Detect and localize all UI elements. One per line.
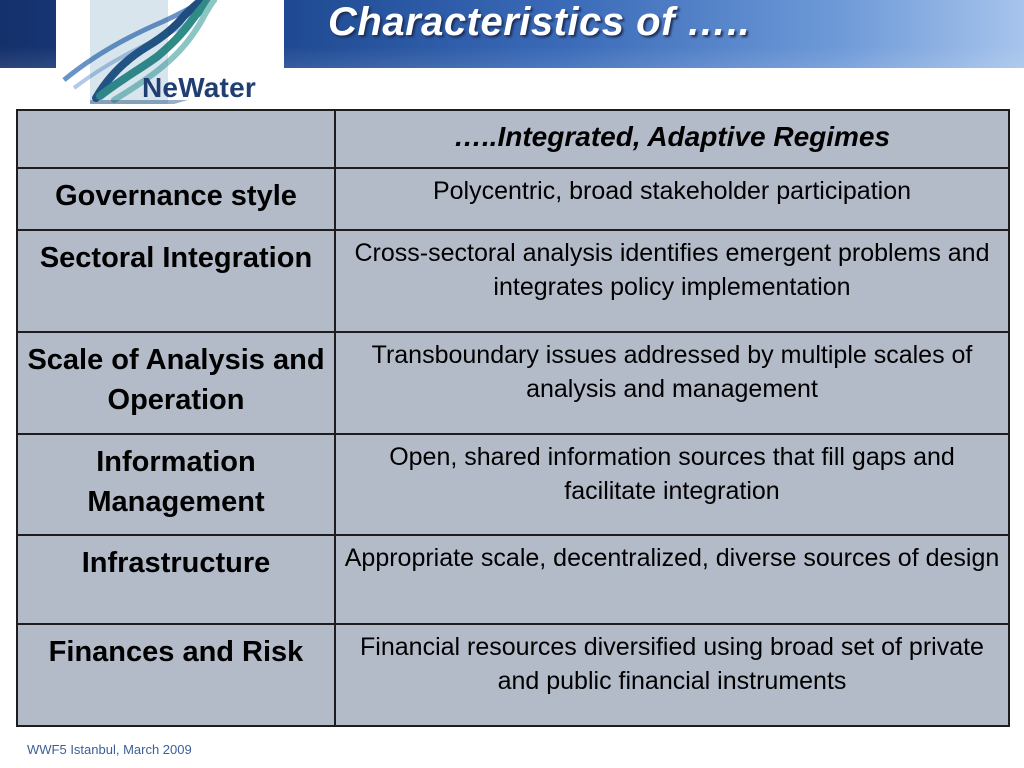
characteristic-description: Financial resources diversified using broad set of private and public financial instruments <box>335 624 1009 726</box>
table-row <box>17 230 1009 332</box>
table-row <box>17 168 1009 230</box>
characteristic-description: Open, shared information sources that fill gaps and facilitate integration <box>335 434 1009 535</box>
table-header-row <box>17 110 1009 168</box>
footer-text: WWF5 Istanbul, March 2009 <box>27 742 192 757</box>
characteristics-table <box>16 109 1010 727</box>
characteristic-description: Cross-sectoral analysis identifies emergent problems and integrates policy implementation <box>335 230 1009 332</box>
characteristic-label: Governance style <box>17 168 335 230</box>
newater-logo <box>56 0 284 104</box>
table-row <box>17 535 1009 624</box>
characteristic-description: Polycentric, broad stakeholder participation <box>335 168 1009 230</box>
empty-header-cell <box>17 110 335 168</box>
regime-header-cell: …..Integrated, Adaptive Regimes <box>335 110 1009 168</box>
characteristic-label: Infrastructure <box>17 535 335 624</box>
table-row <box>17 434 1009 535</box>
characteristic-label: Information Management <box>17 434 335 535</box>
characteristic-description: Transboundary issues addressed by multiple scales of analysis and management <box>335 332 1009 434</box>
logo-text: NeWater <box>142 72 256 103</box>
table-row <box>17 624 1009 726</box>
characteristic-description: Appropriate scale, decentralized, diverse sources of design <box>335 535 1009 624</box>
characteristic-label: Scale of Analysis and Operation <box>17 332 335 434</box>
characteristic-label: Sectoral Integration <box>17 230 335 332</box>
page-title: Characteristics of ….. <box>328 0 751 44</box>
table-row <box>17 332 1009 434</box>
characteristics-table-container <box>16 109 1008 723</box>
characteristic-label: Finances and Risk <box>17 624 335 726</box>
